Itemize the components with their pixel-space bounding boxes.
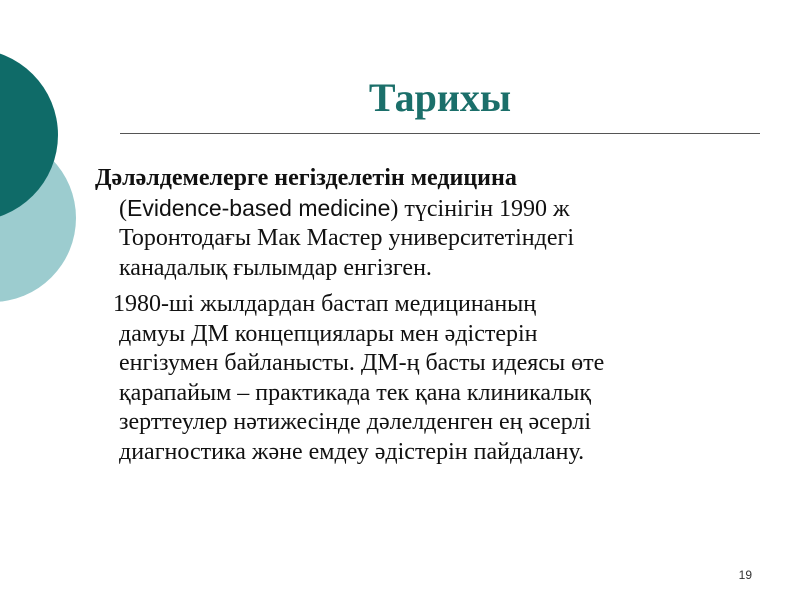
paragraph1-line3: Торонтодағы Мак Мастер университетіндегі xyxy=(119,225,574,251)
title-divider xyxy=(120,133,760,134)
paragraph2-line1: 1980-ші жылдардан бастап медицинаның xyxy=(113,291,537,317)
paragraph2-line6: диагностика және емдеу әдістерін пайдалану. xyxy=(119,438,585,465)
page-number: 19 xyxy=(738,568,752,582)
paragraph1-line4: канадалық ғылымдар енгізген. xyxy=(119,254,432,281)
slide-title: Тарихы xyxy=(368,75,512,120)
open-paren: ( xyxy=(119,195,127,222)
paragraph2-line4: қарапайым – практикада тек қана клиникалық xyxy=(119,379,591,406)
paragraph1-line2-rest: ) түсінігін 1990 ж xyxy=(390,195,570,222)
english-term: Evidence-based medicine xyxy=(127,194,391,221)
paragraph2-line2: дамуы ДМ концепциялары мен әдістерін xyxy=(119,320,538,347)
paragraph2-line3: енгізумен байланысты. ДМ-ң басты идеясы өте xyxy=(119,350,605,376)
paragraph1-line2 xyxy=(95,194,775,225)
paragraph1-line1 xyxy=(95,164,775,194)
paragraph-definition xyxy=(95,164,775,283)
paragraph2-line5: зерттеулер нәтижесінде дәлелденген ең әсерлі xyxy=(119,409,592,435)
slide-body xyxy=(95,164,775,467)
bold-term: Дәләлдемелерге негізделетін медицина xyxy=(95,165,517,191)
paragraph-history xyxy=(95,290,775,467)
